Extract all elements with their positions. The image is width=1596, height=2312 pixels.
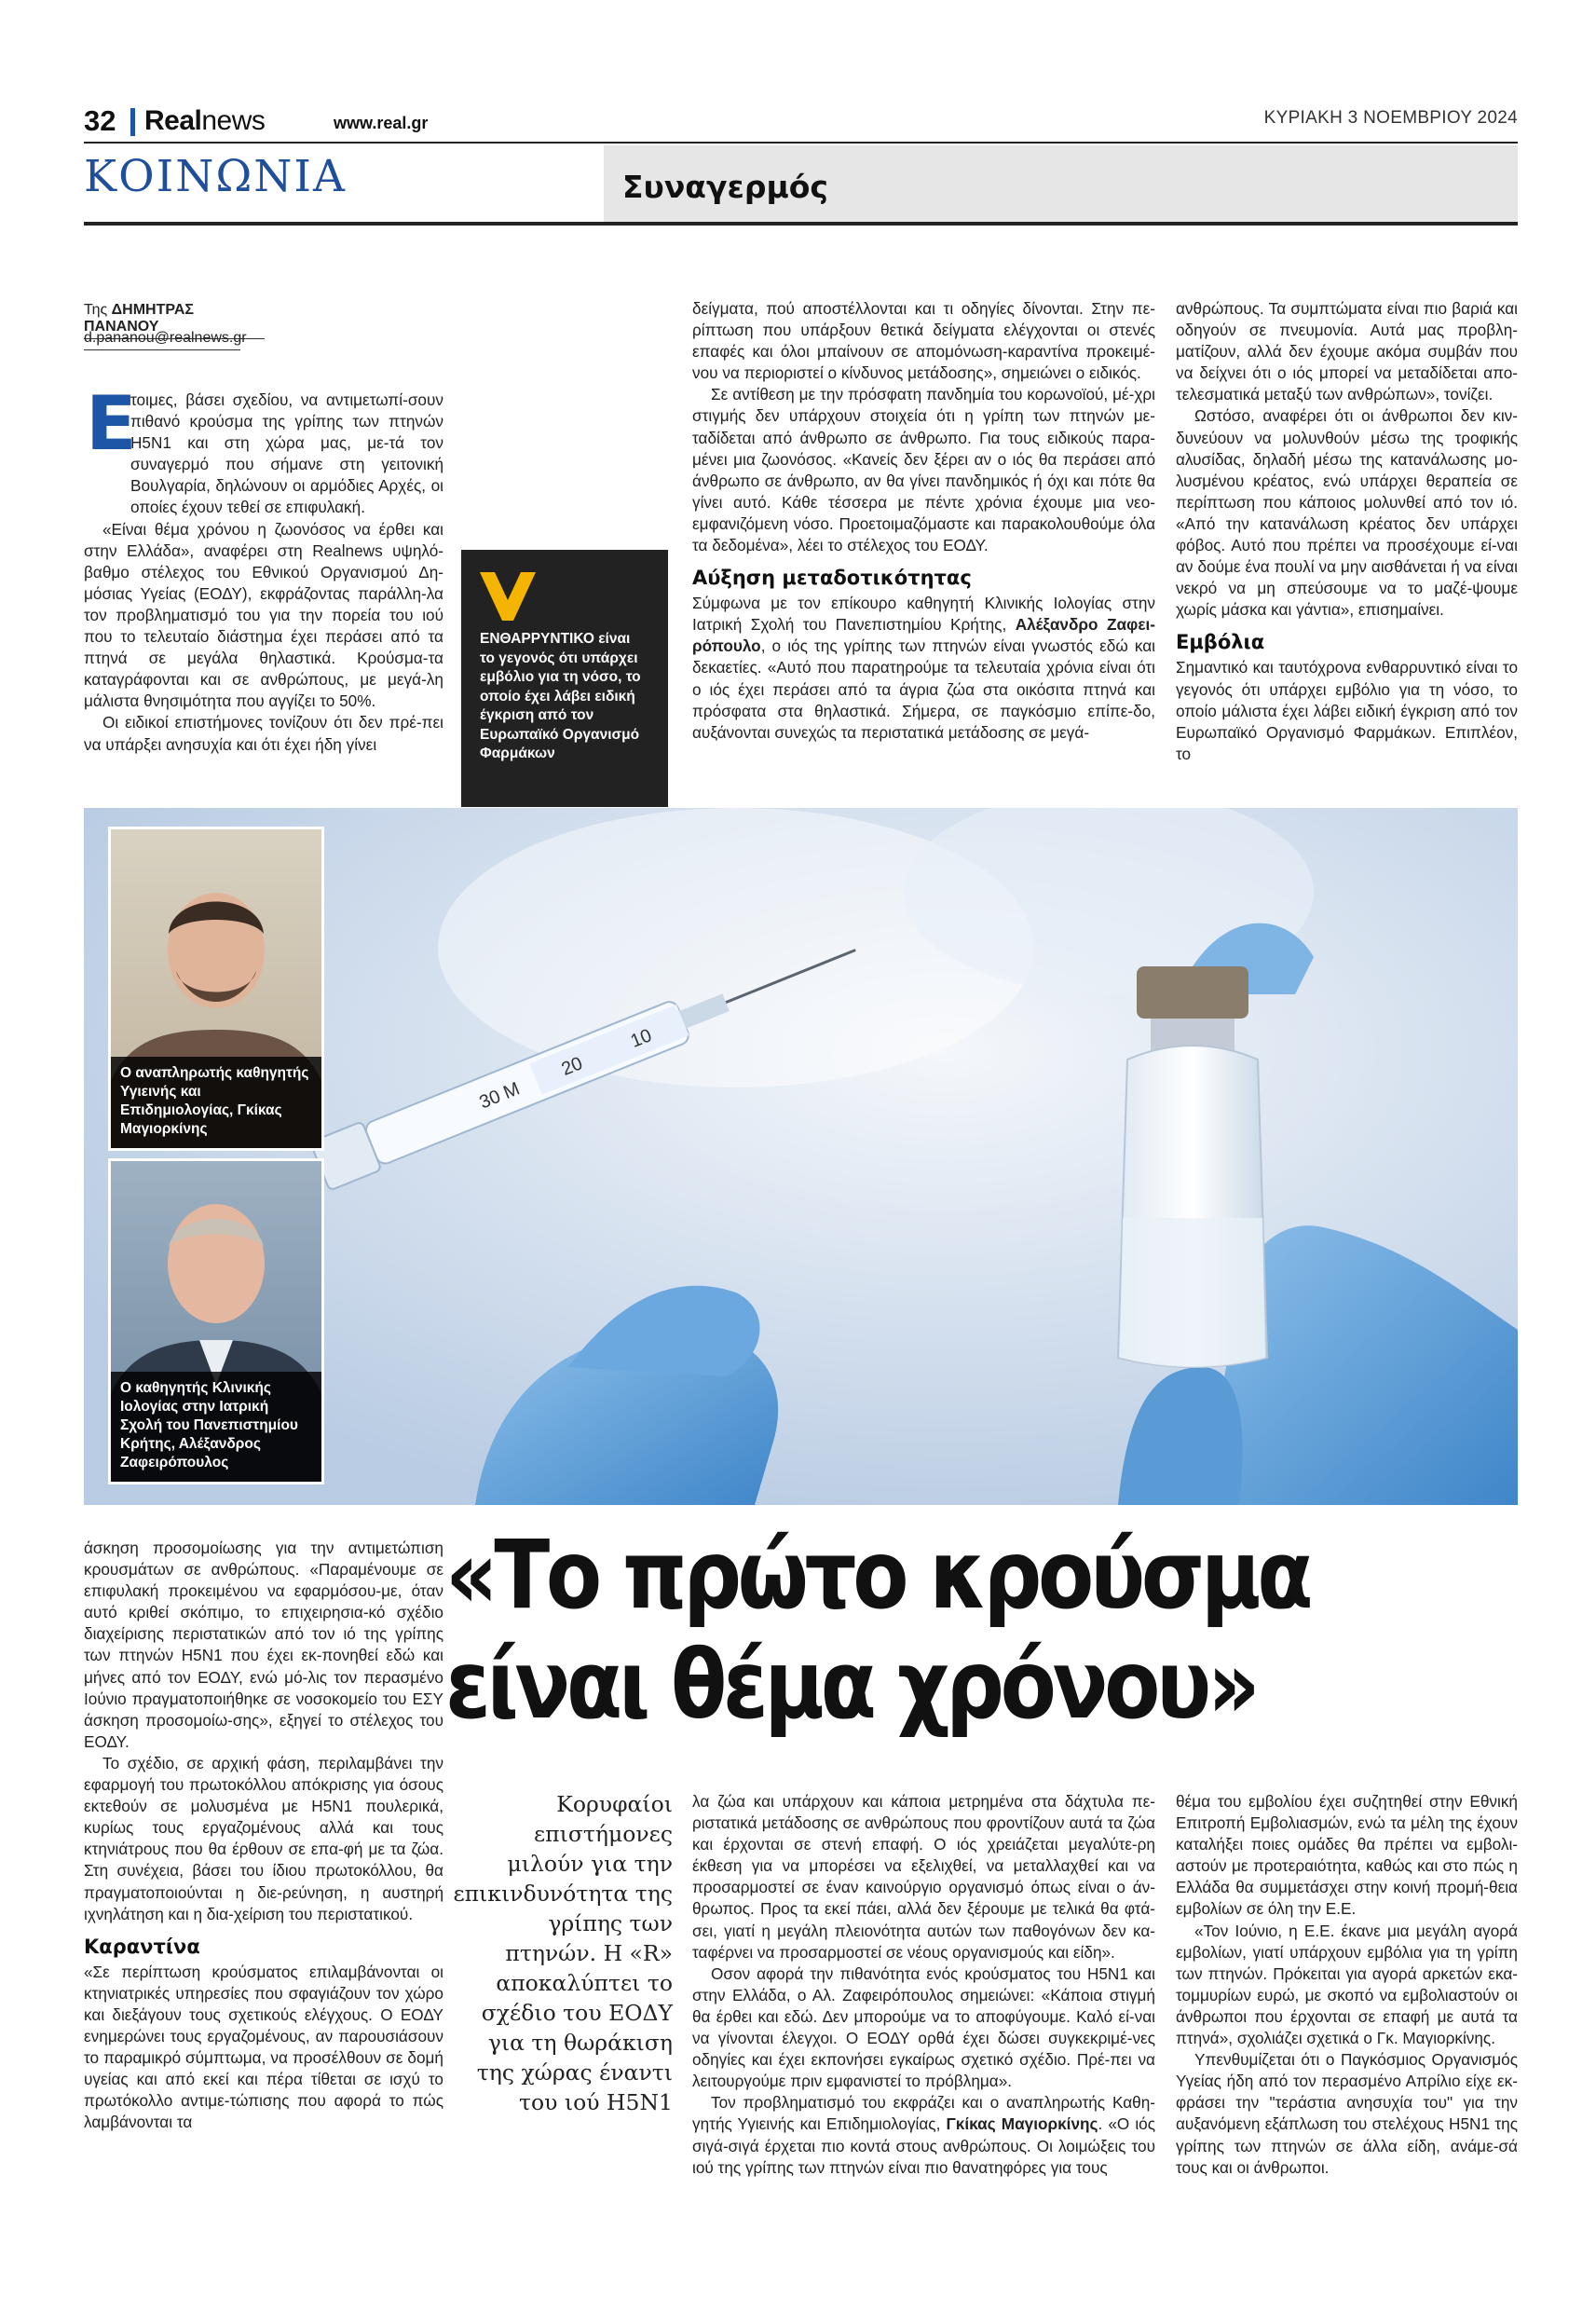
page-number: 32 bbox=[84, 104, 116, 137]
dropcap: Ε bbox=[86, 380, 137, 467]
caption-overlay-1 bbox=[111, 1057, 321, 1148]
header-rule-thin bbox=[84, 142, 1518, 144]
issue-date: ΚΥΡΙΑΚΗ 3 ΝΟΕΜΒΡΙΟΥ 2024 bbox=[1263, 108, 1518, 128]
headline-line-1: «Το πρώτο κρούσμα bbox=[445, 1520, 1310, 1631]
paragraph-name: Γκίκας Μαγιορκίνης bbox=[946, 2114, 1098, 2134]
article-col4-top bbox=[1176, 298, 1518, 765]
syringe-mark: 10 bbox=[627, 1025, 655, 1052]
highlight-rest: είναι το γεγονός ότι υπάρχει εμβόλιο για τη νόσο, το οποίο έχει λάβει ειδική έγκριση από τον Ευρωπαϊκό Οργανισμό Φαρμάκων bbox=[480, 631, 641, 761]
headline bbox=[445, 1521, 1368, 1741]
paragraph-part: . «Ο ιός σιγά-σιγά έρχεται πιο κοντά στους ανθρώπους. Οι λοιμώξεις του ιού της γρίπης των πτηνών είναι πιο θανατηφόρες για τους bbox=[692, 2114, 1155, 2177]
paragraph: δείγματα, πού αποστέλλονται και τι οδηγίες δίνονται. Στην πε-ρίπτωση που υπάρξουν θετικά δείγματα ελέγχονται οι στενές επαφές και όλοι μπαίνουν σε απομόνωση-καραντίνα προκειμέ-νου να περιοριστεί ο κίνδυνος μετάδοσης», σημειώνει ο ειδικός. bbox=[692, 299, 1155, 383]
headline-line-2: είναι θέμα χρόνου» bbox=[445, 1630, 1257, 1741]
syringe-mark: 30 M bbox=[476, 1078, 523, 1114]
paragraph-part: Τον προβληματισμό του εκφράζει και ο αναπληρωτής Καθη-γητής Υγιεινής και Επιδημιολογίας, bbox=[692, 2093, 1155, 2134]
portrait-photo-1 bbox=[108, 827, 324, 1151]
paragraph: Ωστόσο, αναφέρει ότι οι άνθρωποι δεν κιν-δυνεύουν να μολυνθούν μέσω της τροφικής αλυσίδας, δηλαδή μέσω της κατανάλωσης μο-λυσμένου κρέατος, ενώ υπάρχει θεραπεία σε περίπτωση που κάποιος μολυνθεί από τον ιό. «Από την κατανάλωση κρέατος δεν υπάρχει φόβος. Αυτό που πρέπει να προσέχουμε εί-ναι αν δούμε ένα πουλί να μην αισθάνεται ή να είναι νεκρό να μη σπεύσουμε να το μαζέ-ψουμε χωρίς μάσκα και γάντια», επισημαίνει. bbox=[1176, 406, 1518, 620]
paragraph: Το σχέδιο, σε αρχική φάση, περιλαμβάνει την εφαρμογή του πρωτοκόλλου απόκρισης για όσους εκτεθούν σε μολυσμένα με H5N1 πουλερικά, κυρίως τους εργαζομένους αλλά και τους κτηνιάτρους που θα έρθουν σε επα-φή με τα ζώα. Στη συνέχεια, βάσει του ίδιου πρωτοκόλλου, θα πραγματοποιούνται η διε-ρεύνηση, η αυστηρή ιχνηλάτηση και η δια-χείριση του περιστατικού. bbox=[84, 1753, 443, 1923]
paragraph: Σημαντικό και ταυτόχρονα ενθαρρυντικό είναι το γεγονός ότι υπάρχει εμβόλιο για τη νόσο, το οποίο μάλιστα έχει λάβει ειδική έγκριση από τον Ευρωπαϊκό Οργανισμό Φαρμάκων. Επιπλέον, το bbox=[1176, 658, 1518, 763]
paragraph: «Τον Ιούνιο, η Ε.Ε. έκανε μια μεγάλη αγορά εμβολίων, γιατί υπάρχουν εμβόλια για τη γρίπη των πτηνών. Πρόκειται για αγορά αρκετών εκα-τομμυρίων ευρώ, με σκοπό να εμβολιαστούν οι άνθρωποι που έρχονται σε επαφή με αυτά τα πτηνά», σχολιάζει σχετικά ο Γκ. Μαγιορκίνης. bbox=[1176, 1921, 1518, 2048]
highlight-box bbox=[461, 550, 668, 807]
paragraph: Σε αντίθεση με την πρόσφατη πανδημία του κορωνοϊού, μέ-χρι στιγμής δεν υπάρχουν στοιχεία ότι η γρίπη των πτηνών με-ταδίδεται από άνθρωπο σε άνθρωπο. Για τους ειδικούς παρα-μένει μια ζωονόσος. «Κανείς δεν ξέρει αν ο ιός θα περάσει από άνθρωπο σε άνθρωπο, αν θα γίνει πανδημικός ή όχι και πότε θα γίνει αυτό. Κάθε τέσσερα με πέντε χρόνια έχουμε μια νεο-εμφανιζόμενη νόσο. Προετοιμαζόμαστε και παρακολουθούμε όλα τα δεδομένα», λέει το στέλεχος του ΕΟΔΥ. bbox=[692, 385, 1155, 555]
paragraph: Οι ειδικοί επιστήμονες τονίζουν ότι δεν πρέ-πει να υπάρξει ανησυχία και ότι έχει ήδη γίνει bbox=[84, 713, 443, 754]
paragraph: Υπενθυμίζεται ότι ο Παγκόσμιος Οργανισμός Υγείας ήδη από τον περασμένο Απρίλιο είχε εκ-φράσει την "τεράστια ανησυχία του" για την αυξανόμενη εξάπλωση του στελέχους H5N1 της γρίπης των πτηνών σε άλλα είδη, ανάμε-σά τους και οι άνθρωποι. bbox=[1176, 2050, 1518, 2177]
article-col1-top bbox=[84, 390, 443, 756]
chevron-logo-icon bbox=[480, 572, 536, 621]
paragraph: τοιμες, βάσει σχεδίου, να αντιμετωπί-σουν πιθανό κρούσμα της γρίπης των πτηνών H5N1 και στη χώρα μας, με-τά τον συναγερμό που σήμανε στη γειτονική Βουλγαρία, δηλώνουν οι αρμόδιες Αρχές, οι οποίες έχουν τεθεί σε επιφυλακή. bbox=[130, 390, 443, 517]
subhead-quarantine: Καραντίνα bbox=[84, 1935, 200, 1958]
syringe-mark: 20 bbox=[558, 1053, 586, 1080]
subhead-transmissibility: Αύξηση μεταδοτικότητας bbox=[692, 567, 972, 590]
paragraph-part: Σύμφωνα με τον επίκουρο καθηγητή Κλινικής Ιολογίας στην Ιατρική Σχολή του Πανεπιστημίου Κρήτης, bbox=[692, 594, 1155, 635]
section-label: ΚΟΙΝΩΝΙΑ bbox=[84, 151, 347, 202]
brand-logo bbox=[144, 104, 265, 138]
paragraph bbox=[692, 2092, 1155, 2178]
photo-caption-2: Ο καθηγητής Κλινικής Ιολογίας στην Ιατρική Σχολή του Πανεπιστημίου Κρήτης, Αλέξανδρος Ζαφειρόπουλος bbox=[120, 1380, 298, 1471]
highlight-lead: ΕΝΘΑΡΡΥΝΤΙΚΟ bbox=[480, 631, 594, 647]
masthead-separator bbox=[130, 108, 135, 136]
paragraph: θέμα του εμβολίου έχει συζητηθεί στην Εθνική Επιτροπή Εμβολιασμών, ενώ τα μέλη της έχουν καταλήξει ποιες ομάδες θα πρέπει να εμβολι-αστούν με προτεραιότητα, καθώς και στο πώς η Ελλάδα θα συμμετάσχει στην κοινή προμή-θεια εμβολίων σε όλη την Ε.Ε. bbox=[1176, 1792, 1518, 1919]
header-rule-thick bbox=[84, 222, 1518, 226]
article-lower-col3 bbox=[692, 1791, 1155, 2179]
subhead-vaccines: Εμβόλια bbox=[1176, 631, 1265, 654]
paragraph: Οσον αφορά την πιθανότητα ενός κρούσματος του H5N1 και στην Ελλάδα, ο Αλ. Ζαφειρόπουλος σημειώνει: «Κάποια στιγμή θα έρθει και εδώ. Δεν μπορούμε να το αποφύγουμε. Καλό εί-ναι να γίνονται έλεγχοι. Ο ΕΟΔΥ ορθά έχει δώσει συγκεκριμέ-νες οδηγίες και έχει εκπονήσει εγκαίρως σχετικό σχέδιο. Πρέ-πει να λειτουργούμε πριν εμφανιστεί το πρόβλημα». bbox=[692, 1963, 1155, 2091]
website-url: www.real.gr bbox=[334, 114, 429, 132]
paragraph bbox=[692, 593, 1155, 744]
article-lower-col1 bbox=[84, 1538, 443, 2133]
portrait-photo-2 bbox=[108, 1158, 324, 1484]
paragraph: λα ζώα και υπάρχουν και κάποια μετρημένα στα δάχτυλα πε-ριστατικά μετάδοσης σε ανθρώπους που φροντίζουν αυτά τα ζώα και έρχονται σε στενή επαφή. Ο ιός χρειάζεται μεγαλύτε-ρη έκθεση για να μπορέσει να εξελιχθεί, να μεταλλαχθεί και να προσαρμοστεί σε έναν καινούργιο οργανισμό όπως είναι ο άν-θρωπος. Προς τα εκεί πάει, αλλά δεν ξέρουμε με τελικά θα φτά-σει, γιατί η μεγάλη πλειονότητα αυτών των παθογόνων δεν κα-ταφέρνει να προσαρμοστεί σε νέους οργανισμούς και είδη». bbox=[692, 1792, 1155, 1962]
brand-logo-rest: news bbox=[201, 105, 266, 136]
standfirst: Κορυφαίοι επιστήμονες μιλούν για την επικινδυνότητα της γρίπης των πτηνών. Η «R» αποκαλύπτει το σχέδιο του ΕΟΔΥ για τη θωράκιση της χώρας έναντι του ιού H5N1 bbox=[453, 1791, 673, 2115]
byline-author: ΔΗΜΗΤΡΑΣ ΠΑΝΑΝΟΥ bbox=[84, 302, 195, 335]
rubric-label: Συναγερμός bbox=[622, 169, 828, 205]
article-lower-col4 bbox=[1176, 1791, 1518, 2179]
paragraph: «Σε περίπτωση κρούσματος επιλαμβάνονται οι κτηνιατρικές υπηρεσίες που σφαγιάζουν τον χώρο και διεξάγουν τους σχετικούς ελέγχους. Ο ΕΟΔΥ ενημερώνει τους εργαζομένους, αν παρουσιάσουν το παραμικρό σύμπτωμα, να προσέλθουν σε δομή υγείας και από εκεί και πέρα τίθεται σε ισχύ το πρωτόκολλο αντιμε-τώπισης που αφορά το πώς λαμβάνονται τα bbox=[84, 1962, 443, 2132]
main-photo bbox=[84, 808, 1518, 1505]
byline-email[interactable]: d.pananou@realnews.gr bbox=[84, 330, 240, 350]
paragraph: ανθρώπους. Τα συμπτώματα είναι πιο βαριά και οδηγούν σε πνευμονία. Αυτά μας προβλη-ματίζουν, αλλά δεν έχουμε ακόμα συμβάν που να δείχνει ότι ο ιός μπορεί να μεταδίδεται απο-τελεσματικά μεταξύ των ανθρώπων», τονίζει. bbox=[1176, 299, 1518, 404]
article-col3-top bbox=[692, 298, 1155, 744]
brand-logo-bold: Real bbox=[144, 105, 202, 136]
paragraph: «Είναι θέμα χρόνου η ζωονόσος να έρθει και στην Ελλάδα», αναφέρει στη Realnews υψηλό-βαθμο στέλεχος του Εθνικού Οργανισμού Δη-μόσιας Υγείας (ΕΟΔΥ), εκφράζοντας παράλλη-λα τον προβληματισμό του για την πορεία του ιού που το τελευταίο διάστημα έχει περάσει από τα πτηνά σε μεγάλα θηλαστικά. Κρούσμα-τα καταγράφονται και σε ανθρώπους, με μεγά-λη μάλιστα θνησιμότητα που αγγίζει το 50%. bbox=[84, 519, 443, 711]
byline-prefix: Της bbox=[84, 302, 108, 318]
paragraph-name: Αλέξανδρο Ζαφει-ρόπουλο bbox=[692, 615, 1155, 656]
paragraph-part: , ο ιός της γρίπης των πτηνών είναι γνωστός εδώ και δεκαετίες. «Αυτό που παρατηρούμε τα τελευταία χρόνια είναι ότι ο ιός έχει περάσει από τα άγρια ζώα στα οικόσιτα πτηνά και πρόσφατα στα θηλαστικά. Σήμερα, σε παγκόσμιο επίπε-δο, αυξάνονται συνεχώς τα περιστατικά μετάδοσης σε μεγά- bbox=[692, 636, 1155, 742]
photo-caption-1: Ο αναπληρωτής καθηγητής Υγιεινής και Επιδημιολογίας, Γκίκας Μαγιορκίνης bbox=[120, 1065, 309, 1137]
paragraph: άσκηση προσομοίωσης για την αντιμετώπιση κρουσμάτων σε ανθρώπους. «Παραμένουμε σε επιφυλακή προκειμένου να εφαρμόσου-με, όταν αυτό κριθεί σκόπιμο, το επιχειρησια-κό σχέδιο διαχείρισης περιστατικών από τον ιό της γρίπης των πτηνών H5N1 που έχει εκ-πονηθεί εδώ και μήνες από τον ΕΟΔΥ, ενώ μό-λις τον περασμένο Ιούνιο πραγματοποιήθηκε σε νοσοκομείο του ΕΣΥ άσκηση προσομοίω-σης», εξηγεί το στέλεχος του ΕΟΔΥ. bbox=[84, 1539, 443, 1751]
highlight-text bbox=[480, 630, 648, 764]
caption-overlay-2 bbox=[111, 1372, 321, 1482]
